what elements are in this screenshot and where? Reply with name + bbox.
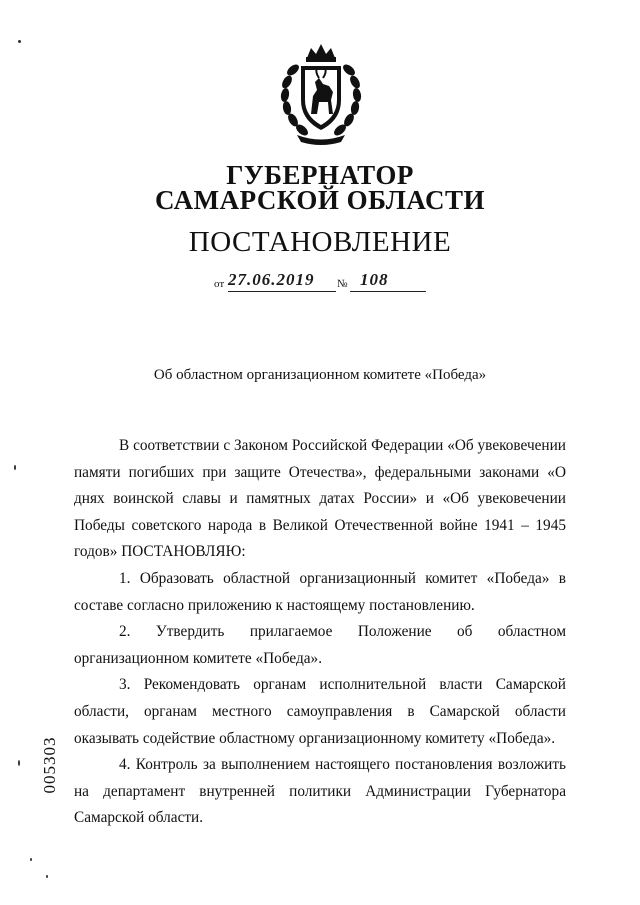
paragraph-item-4: 4. Контроль за выполнением настоящего постановления возложить на департамент внутренней политики Администрации Губернатора Самарской области. (74, 756, 566, 827)
document-subject: Об областном организационном комитете «Победа» (153, 367, 487, 383)
scan-speck (30, 858, 32, 861)
registration-stamp (30, 735, 70, 795)
date-underline (228, 291, 336, 292)
paragraph-preamble: В соответствии с Законом Российской Федерации «Об увековечении памяти погибших при защите Отечества», федеральными законами «О днях воинской славы и памятных датах России» и «Об увековечении Победы советского народа в Великой Отечественной войне 1941 – 1945 годов» ПОСТАНОВЛЯЮ: (74, 437, 566, 561)
scan-speck (14, 465, 16, 470)
coat-of-arms-icon (275, 40, 367, 148)
document-type: ПОСТАНОВЛЕНИЕ (188, 226, 452, 258)
number-value: 108 (360, 270, 389, 289)
scan-speck (18, 40, 21, 43)
paragraph-item-1: 1. Образовать областной организационный комитет «Победа» в составе согласно приложению к настоящему постановлению. (74, 569, 566, 614)
date-label: от (214, 278, 225, 290)
registration-number: 005303 (40, 736, 59, 794)
paragraph-item-2: 2. Утвердить прилагаемое Положение об областном организационном комитете «Победа». (74, 623, 566, 667)
number-label: № (337, 278, 348, 290)
paragraph-item-3: 3. Рекомендовать органам исполнительной власти Самарской области, органам местного самоуправления в Самарской области оказывать содействие областному организационному комитету «Победа». (74, 676, 566, 747)
number-underline (350, 291, 426, 292)
scan-speck (18, 760, 20, 766)
document-body (74, 433, 566, 832)
issuer-title-line1: ГУБЕРНАТОР (226, 160, 414, 190)
issuer-title-line2: САМАРСКОЙ ОБЛАСТИ (154, 185, 486, 215)
scan-speck (46, 875, 48, 878)
date-value: 27.06.2019 (228, 270, 315, 289)
